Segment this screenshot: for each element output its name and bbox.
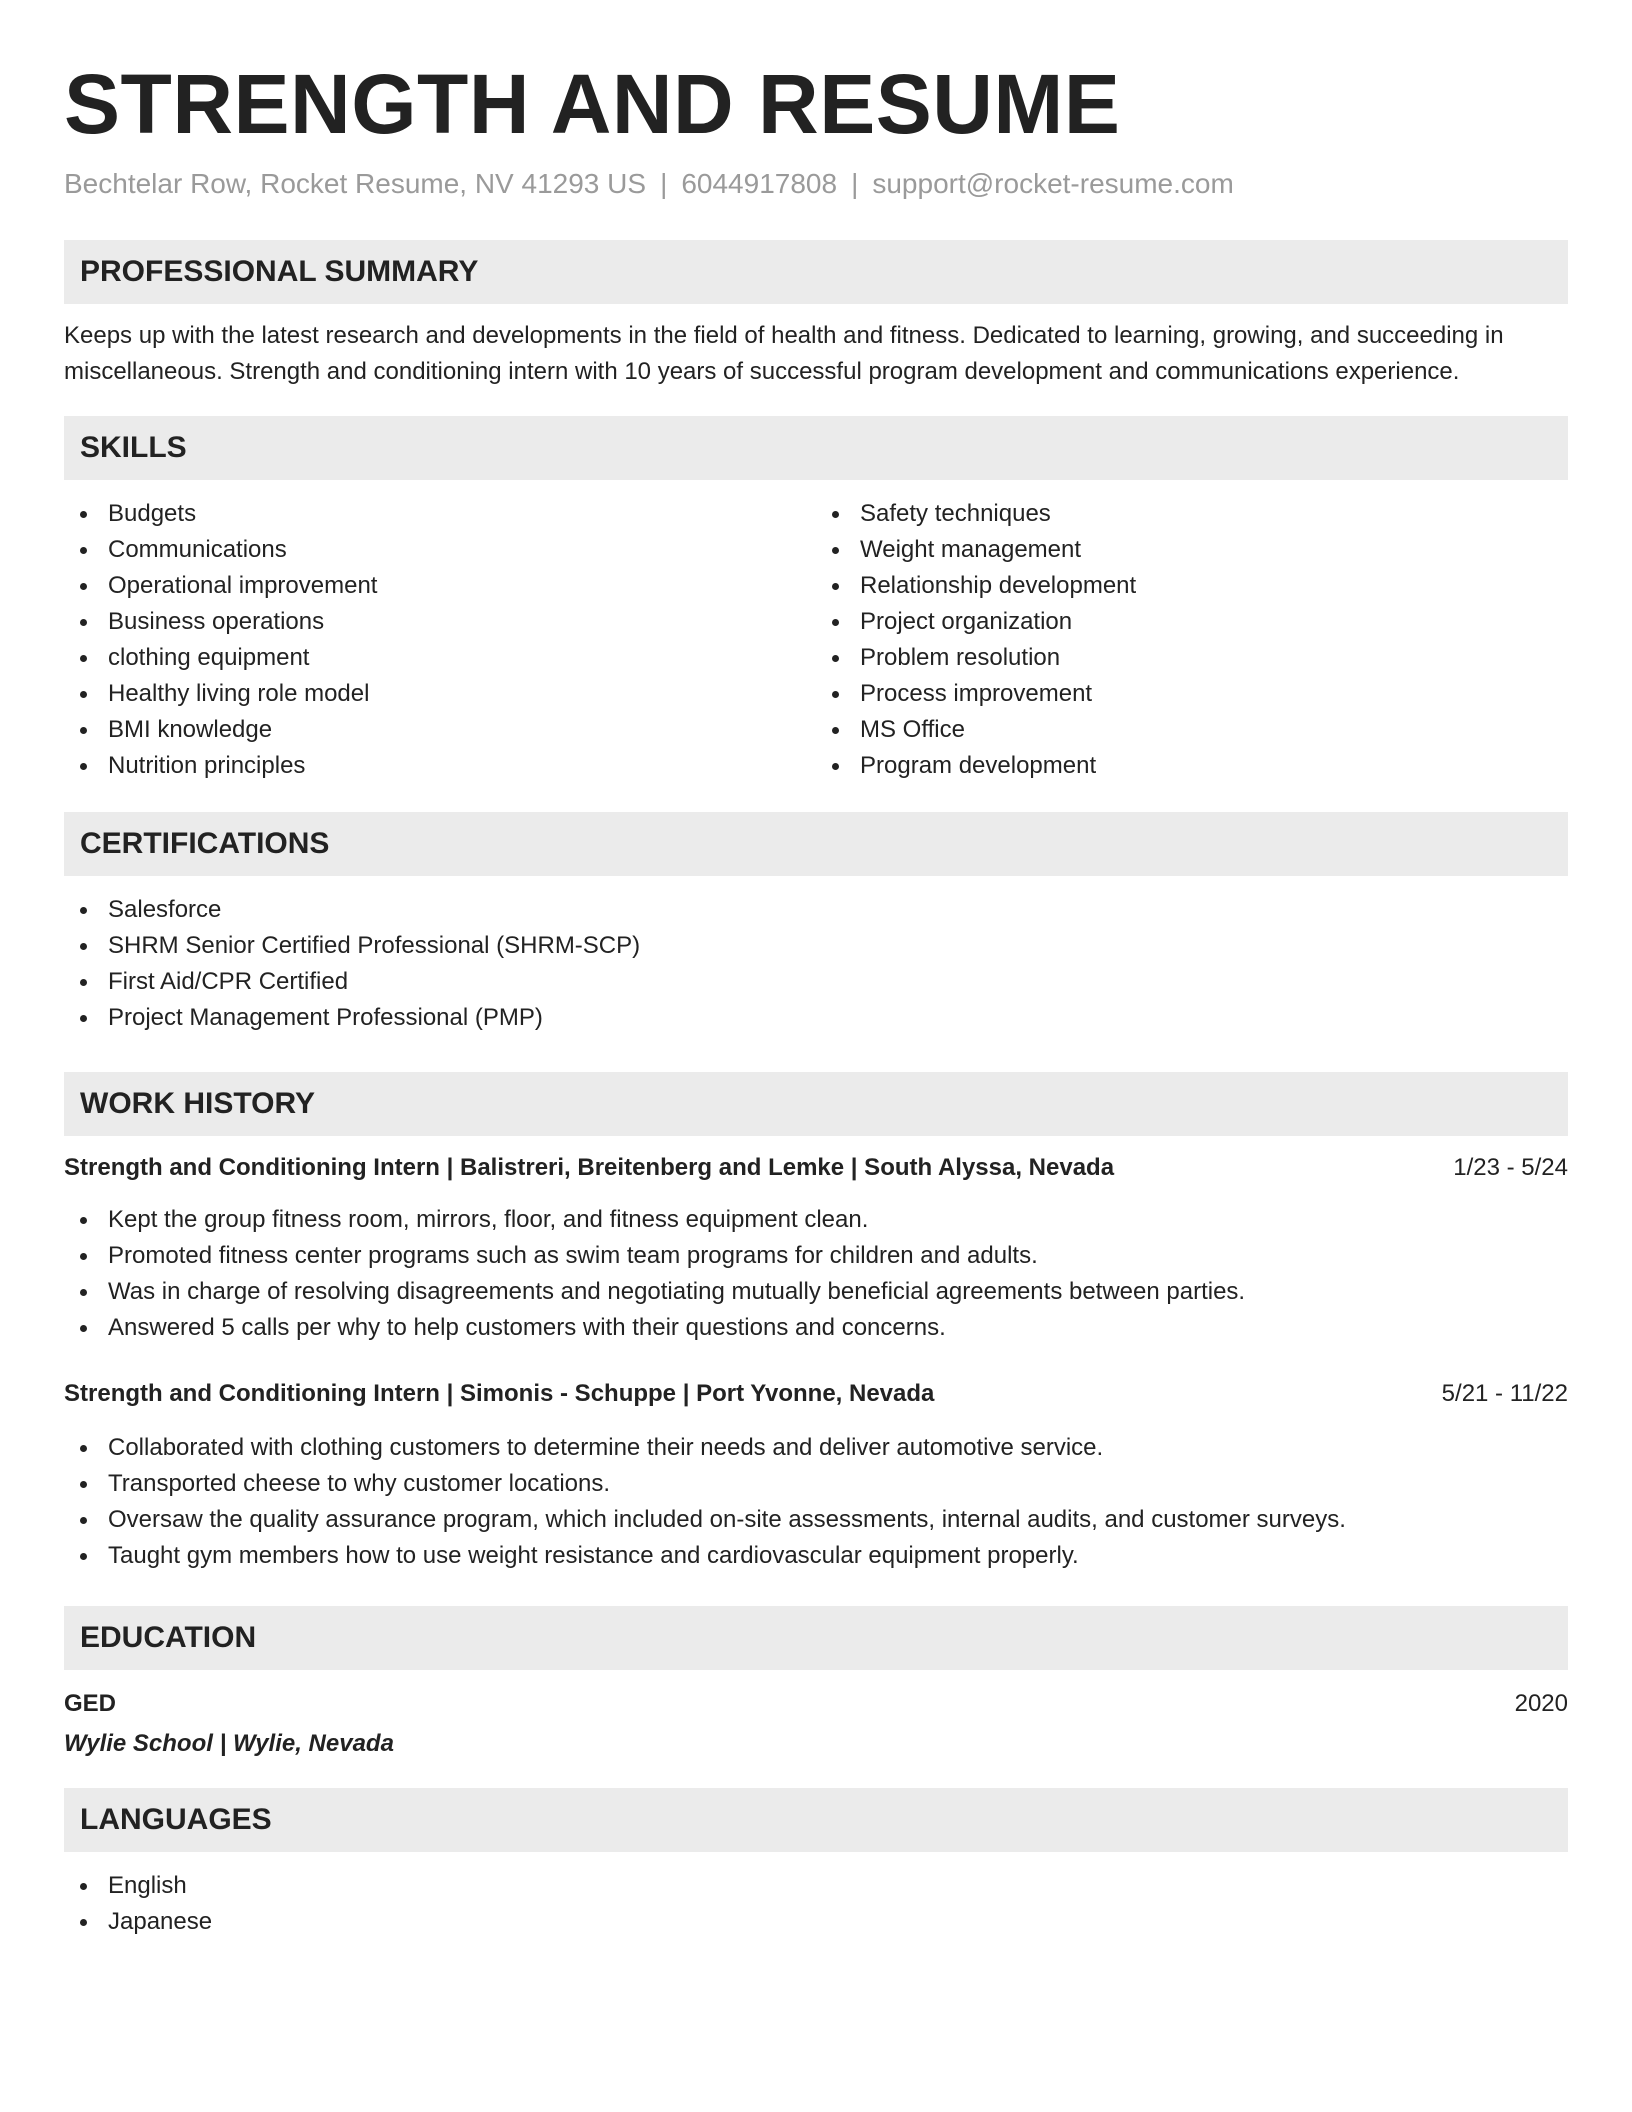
resume-name: STRENGTH AND RESUME [64,57,1121,151]
skill-item: BMI knowledge [64,712,816,748]
education-year: 2020 [1514,1690,1568,1717]
job-header [64,1376,1568,1412]
skill-item: Business operations [64,604,816,640]
education-school: Wylie School | Wylie, Nevada [64,1730,394,1757]
skills-list-right [816,496,1568,784]
contact-address: Bechtelar Row, Rocket Resume, NV 41293 US [64,168,647,199]
skill-item: Safety techniques [816,496,1568,532]
skill-item: Weight management [816,532,1568,568]
skill-item: Operational improvement [64,568,816,604]
skill-item: Nutrition principles [64,748,816,784]
job-bullets [64,1430,1568,1574]
section-header-education: EDUCATION [64,1606,1568,1670]
skills-grid [64,496,1568,784]
job-date: 5/21 - 11/22 [1441,1380,1568,1407]
skill-item: Communications [64,532,816,568]
skill-item: Process improvement [816,676,1568,712]
section-header-certifications: CERTIFICATIONS [64,812,1568,876]
certification-item: Project Management Professional (PMP) [64,1000,1568,1036]
job-entry [64,1150,1568,1346]
contact-separator: | [660,168,668,199]
job-bullet: Collaborated with clothing customers to determine their needs and deliver automotive service. [64,1430,1568,1466]
languages-list [64,1868,1568,1940]
education-header [64,1686,1568,1722]
section-header-skills: SKILLS [64,416,1568,480]
job-date: 1/23 - 5/24 [1453,1154,1568,1181]
contact-phone: 6044917808 [681,168,838,199]
certification-item: First Aid/CPR Certified [64,964,1568,1000]
contact-email: support@rocket-resume.com [872,168,1234,199]
job-bullets [64,1202,1568,1346]
section-header-summary: PROFESSIONAL SUMMARY [64,240,1568,304]
summary-text: Keeps up with the latest research and developments in the field of health and fitness. Dedicated to learning, growing, and succeeding in miscellaneous. Strength and conditioning intern with 10 years of successful program development and communications experience. [64,322,1504,385]
certification-item: Salesforce [64,892,1568,928]
skill-item: clothing equipment [64,640,816,676]
section-header-languages: LANGUAGES [64,1788,1568,1852]
skill-item: Relationship development [816,568,1568,604]
skill-item: Program development [816,748,1568,784]
job-bullet: Promoted fitness center programs such as swim team programs for children and adults. [64,1238,1568,1274]
skill-item: Problem resolution [816,640,1568,676]
job-bullet: Taught gym members how to use weight resistance and cardiovascular equipment properly. [64,1538,1568,1574]
contact-line [64,166,1568,202]
skill-item: MS Office [816,712,1568,748]
job-entry [64,1376,1568,1574]
job-title: Strength and Conditioning Intern | Simonis - Schuppe | Port Yvonne, Nevada [64,1380,935,1407]
section-header-work-history: WORK HISTORY [64,1072,1568,1136]
skills-list-left [64,496,816,784]
certification-item: SHRM Senior Certified Professional (SHRM-SCP) [64,928,1568,964]
job-bullet: Was in charge of resolving disagreements and negotiating mutually beneficial agreements between parties. [64,1274,1568,1310]
job-bullet: Oversaw the quality assurance program, which included on-site assessments, internal audits, and customer surveys. [64,1502,1568,1538]
job-header [64,1150,1568,1186]
job-title: Strength and Conditioning Intern | Balistreri, Breitenberg and Lemke | South Alyssa, Nevada [64,1154,1115,1181]
contact-separator: | [851,168,859,199]
education-degree: GED [64,1690,117,1717]
skill-item: Budgets [64,496,816,532]
language-item: Japanese [64,1904,1568,1940]
job-bullet: Answered 5 calls per why to help customers with their questions and concerns. [64,1310,1568,1346]
skill-item: Healthy living role model [64,676,816,712]
skill-item: Project organization [816,604,1568,640]
certifications-list [64,892,1568,1036]
language-item: English [64,1868,1568,1904]
job-bullet: Transported cheese to why customer locations. [64,1466,1568,1502]
job-bullet: Kept the group fitness room, mirrors, floor, and fitness equipment clean. [64,1202,1568,1238]
